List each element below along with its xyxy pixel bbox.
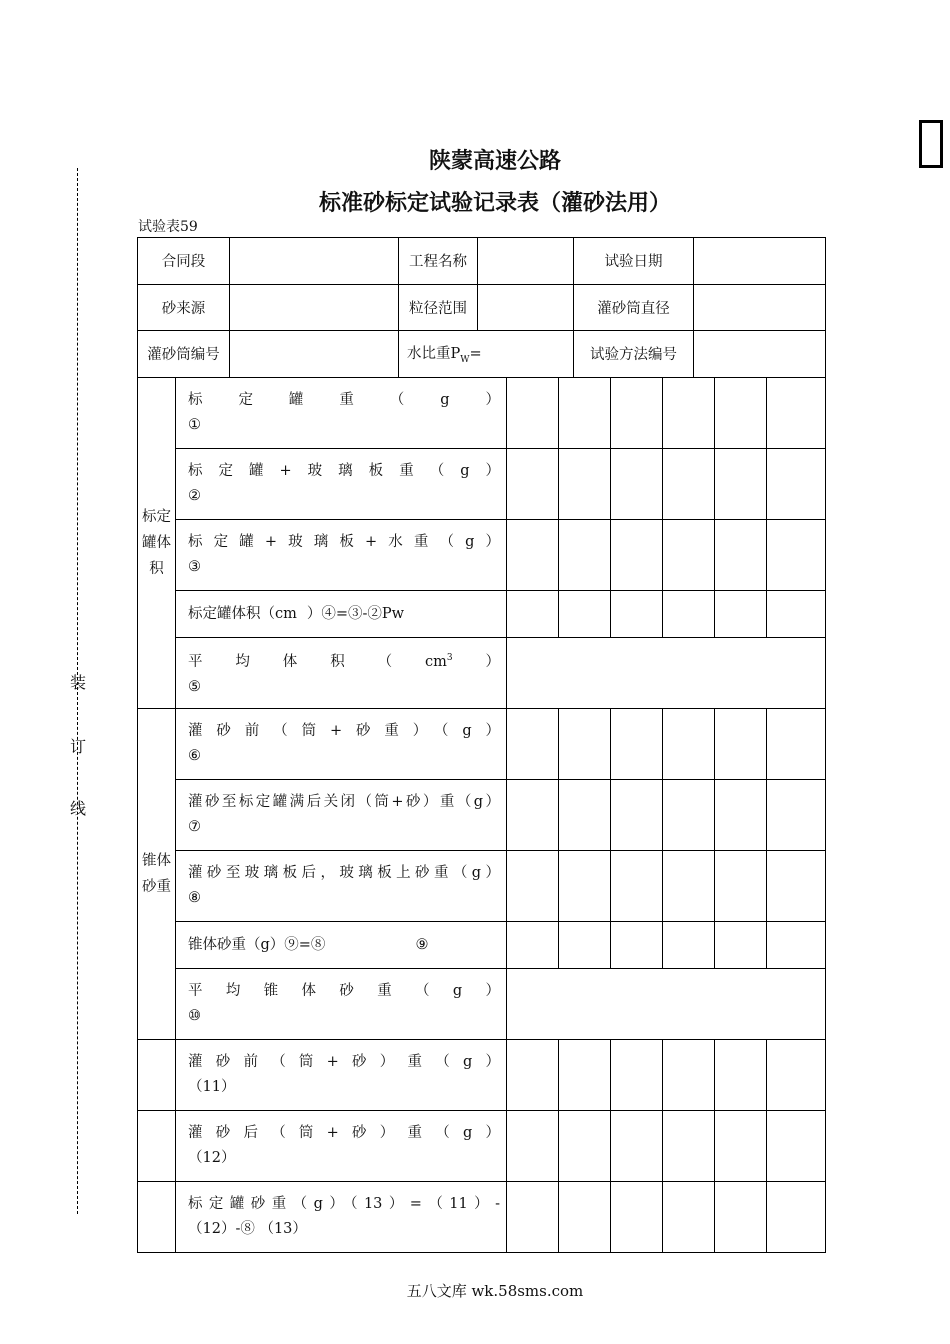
cell[interactable] (715, 709, 767, 780)
row-4-label (176, 591, 507, 638)
footer-text: 五八文库 wk.58sms.com (406, 1282, 584, 1300)
cell[interactable] (559, 780, 611, 851)
row-6-text: 灌砂前（筒+砂重）（g） (188, 723, 500, 739)
section-cone-sand-label: 锥体砂重 (142, 853, 171, 895)
cell[interactable] (715, 378, 767, 449)
table-row (138, 1182, 826, 1253)
table-row (138, 922, 826, 969)
cell[interactable] (559, 1040, 611, 1111)
cell[interactable] (767, 922, 826, 969)
row-3-index: ③ (188, 559, 201, 575)
table-row (138, 520, 826, 591)
table-row (138, 1040, 826, 1111)
test-method-value[interactable] (694, 331, 826, 378)
row-1-index: ① (188, 417, 201, 433)
table-row (138, 709, 826, 780)
row-12-label (176, 1111, 507, 1182)
row-12-text: 灌砂后（筒+砂）重（g） (188, 1125, 500, 1141)
cell[interactable] (663, 780, 715, 851)
cell[interactable] (507, 591, 559, 638)
row-13-label (176, 1182, 507, 1253)
cell[interactable] (611, 449, 663, 520)
section-volume (138, 378, 176, 709)
row-13-index: （12）-⑧ （13） (188, 1221, 307, 1237)
row-10-text: 平均锥体砂重（g） (188, 983, 500, 999)
cell[interactable] (663, 1182, 715, 1253)
cell[interactable] (767, 378, 826, 449)
cell[interactable] (715, 1040, 767, 1111)
cell[interactable] (767, 591, 826, 638)
cell[interactable] (507, 851, 559, 922)
cell[interactable] (715, 1111, 767, 1182)
test-date-label: 试验日期 (574, 238, 694, 285)
cell[interactable] (715, 591, 767, 638)
table-row (138, 851, 826, 922)
row-8-label (176, 851, 507, 922)
row-3-label (176, 520, 507, 591)
row-7-text: 灌砂至标定罐满后关闭（筒+砂）重（g） (188, 794, 500, 810)
row-13-text: 标定罐砂重（g）（13）=（11）- (188, 1196, 500, 1212)
row-7-index: ⑦ (188, 819, 201, 835)
cell[interactable] (559, 520, 611, 591)
cell[interactable] (559, 1182, 611, 1253)
row-12-index: （12） (188, 1150, 236, 1166)
cell[interactable] (507, 520, 559, 591)
cell[interactable] (611, 591, 663, 638)
cell[interactable] (507, 709, 559, 780)
blank-section-cell (138, 1111, 176, 1182)
project-name-value[interactable] (478, 238, 574, 285)
cell[interactable] (559, 922, 611, 969)
section-volume-label: 标定罐体积 (142, 509, 171, 577)
cell[interactable] (663, 709, 715, 780)
cell[interactable] (767, 1040, 826, 1111)
cell[interactable] (611, 1111, 663, 1182)
row-5-text-b: ） (452, 653, 501, 670)
cell[interactable] (611, 1040, 663, 1111)
cell[interactable] (663, 1040, 715, 1111)
table-row (138, 449, 826, 520)
main-table (137, 377, 826, 1253)
water-density-sub: W (460, 355, 470, 366)
cell[interactable] (715, 449, 767, 520)
row-2-text: 标定罐+玻璃板重（g） (188, 463, 500, 479)
cell[interactable] (663, 378, 715, 449)
cell[interactable] (663, 851, 715, 922)
water-density-eq: = (469, 346, 482, 363)
row-4-text-b: ）④=③-②Pw (306, 605, 405, 622)
merged-cell[interactable] (507, 638, 826, 709)
table-row (138, 969, 826, 1040)
cell[interactable] (559, 709, 611, 780)
row-8-index: ⑧ (188, 890, 201, 906)
cell[interactable] (559, 1111, 611, 1182)
row-2-label (176, 449, 507, 520)
cell[interactable] (715, 851, 767, 922)
binding-char-2: 订 (70, 737, 87, 756)
cell[interactable] (767, 1182, 826, 1253)
cell[interactable] (663, 591, 715, 638)
table-row (138, 1111, 826, 1182)
cylinder-number-label: 灌砂筒编号 (138, 331, 230, 378)
row-1-label (176, 378, 507, 449)
row-6-index: ⑥ (188, 748, 201, 764)
row-9-label (176, 922, 507, 969)
row-4-text-a: 标定罐体积（cm (188, 605, 297, 622)
table-row (138, 638, 826, 709)
row-5-sup: 3 (446, 653, 453, 664)
cell[interactable] (715, 922, 767, 969)
row-1-text: 标定罐重（g） (188, 392, 500, 408)
row-11-index: （11） (188, 1079, 236, 1095)
cell[interactable] (767, 520, 826, 591)
row-6-label (176, 709, 507, 780)
cell[interactable] (507, 449, 559, 520)
test-date-value[interactable] (694, 238, 826, 285)
table-row (138, 378, 826, 449)
merged-cell[interactable] (507, 969, 826, 1040)
cell[interactable] (611, 520, 663, 591)
cylinder-diameter-label: 灌砂筒直径 (574, 284, 694, 331)
table-row (138, 591, 826, 638)
table-row (138, 780, 826, 851)
cell[interactable] (767, 449, 826, 520)
sand-source-value[interactable] (230, 284, 399, 331)
row-8-text: 灌砂至玻璃板后，玻璃板上砂重（g） (188, 865, 500, 881)
contract-section-value[interactable] (230, 238, 399, 285)
blank-section-cell (138, 1040, 176, 1111)
cell[interactable] (715, 1182, 767, 1253)
cell[interactable] (507, 378, 559, 449)
cell[interactable] (611, 851, 663, 922)
cell[interactable] (663, 922, 715, 969)
project-name-label: 工程名称 (399, 238, 478, 285)
cell[interactable] (611, 922, 663, 969)
cell[interactable] (715, 780, 767, 851)
row-5-index: ⑤ (188, 678, 201, 695)
row-9-text-a: 锥体砂重（g）⑨=⑧ (188, 936, 326, 953)
cell[interactable] (767, 780, 826, 851)
grain-range-label: 粒径范围 (399, 284, 478, 331)
cell[interactable] (611, 378, 663, 449)
binding-char-3: 线 (70, 799, 87, 818)
cell[interactable] (507, 1111, 559, 1182)
row-11-text: 灌砂前（筒+砂）重（g） (188, 1054, 500, 1070)
cell[interactable] (767, 1111, 826, 1182)
cell[interactable] (559, 449, 611, 520)
title-line-2: 标准砂标定试验记录表（灌砂法用） (318, 191, 671, 216)
cell[interactable] (507, 780, 559, 851)
cell[interactable] (611, 780, 663, 851)
row-5-label (176, 638, 507, 709)
cell[interactable] (559, 851, 611, 922)
cylinder-number-value[interactable] (230, 331, 399, 378)
water-density-label: 水比重P (407, 346, 461, 363)
cell[interactable] (507, 922, 559, 969)
sand-source-label: 砂来源 (138, 284, 230, 331)
row-7-label (176, 780, 507, 851)
cell[interactable] (767, 709, 826, 780)
title-line-1: 陕蒙高速公路 (428, 149, 561, 174)
form-number: 试验表59 (138, 219, 198, 235)
row-5-text-a: 平均体积（cm (188, 653, 447, 670)
cell[interactable] (611, 709, 663, 780)
blank-section-cell (138, 1182, 176, 1253)
cell[interactable] (663, 520, 715, 591)
cell[interactable] (663, 449, 715, 520)
row-10-label (176, 969, 507, 1040)
row-2-index: ② (188, 488, 201, 504)
cell[interactable] (715, 520, 767, 591)
row-10-index: ⑩ (188, 1008, 201, 1024)
cell[interactable] (507, 1182, 559, 1253)
header-table (137, 237, 826, 378)
cell[interactable] (507, 1040, 559, 1111)
row-9-text-b: ⑨ (415, 936, 429, 953)
cell[interactable] (559, 591, 611, 638)
section-cone-sand (138, 709, 176, 1040)
cell[interactable] (767, 851, 826, 922)
cylinder-diameter-value[interactable] (694, 284, 826, 331)
row-3-text: 标定罐+玻璃板+水重（g） (188, 534, 500, 550)
test-method-label: 试验方法编号 (574, 331, 694, 378)
binding-char-1: 装 (70, 673, 87, 692)
cell[interactable] (663, 1111, 715, 1182)
cell[interactable] (559, 378, 611, 449)
contract-section-label: 合同段 (138, 238, 230, 285)
water-density-cell[interactable] (399, 331, 574, 378)
row-5-text (188, 654, 500, 670)
cell[interactable] (611, 1182, 663, 1253)
row-11-label (176, 1040, 507, 1111)
grain-range-value[interactable] (478, 284, 574, 331)
